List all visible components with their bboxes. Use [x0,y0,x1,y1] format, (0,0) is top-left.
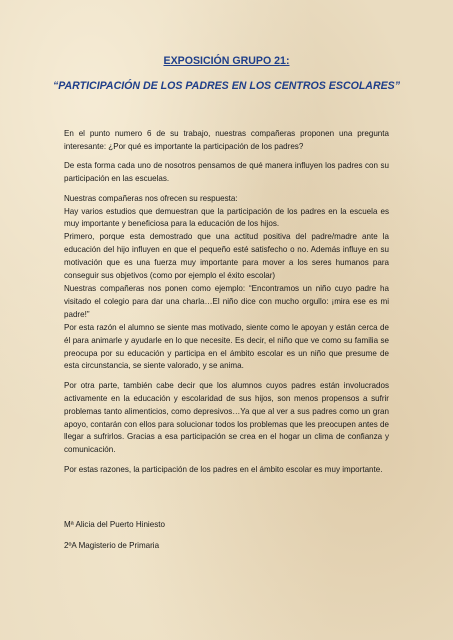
document-body [64,128,389,483]
paragraph-answer-intro: Nuestras compañeras nos ofrecen su respuesta: [64,193,238,203]
author-course: 2ºA Magisterio de Primaria [64,541,160,550]
paragraph-other-side: Por otra parte, también cabe decir que los alumnos cuyos padres están involucrados activamente en la educación y escolaridad de sus hijos, son menos propensos a sufrir problemas tanto alimenticios, como depresivos…Ya que al ver a sus padres como un gran apoyo, contarán con ellos para solucionar todos los problemas que les preocupen antes de llegar a sufrirlos. Gracias a esa participación se crea en el hogar un clima de confianza y comunicación. [64,380,389,455]
paragraph-studies: Hay varios estudios que demuestran que la participación de los padres en la escuela es muy importante y beneficiosa para la educación de los hijos. [64,206,389,229]
paragraph-intro: En el punto numero 6 de su trabajo, nuestras compañeras proponen una pregunta interesante: ¿Por qué es importante la participación de los padres? [64,129,389,151]
paragraph-motivation: Por esta razón el alumno se siente mas motivado, siente como le apoyan y están cerca de él para animarle y ayudarle en lo que necesite. Es decir, el niño que ve como su familia se preocupa por su educación y participa en el ámbito escolar es un niño que presume de esta circunstancia, se siente valorado, y se anima. [64,322,389,371]
document-subtitle: “PARTICIPACIÓN DE LOS PADRES EN LOS CENTROS ESCOLARES” [52,80,401,92]
paragraph-conclusion: Por estas razones, la participación de los padres en el ámbito escolar es muy importante. [64,464,383,474]
paragraph-reflection: De esta forma cada uno de nosotros pensamos de qué manera influyen los padres con su participación en las escuelas. [64,161,389,184]
author-name: Mª Alicia del Puerto Hiniesto [64,520,165,529]
paragraph-example: Nuestras compañeras nos ponen como ejemplo: “Encontramos un niño cuyo padre ha visitado el colegio para dar una charla…El niño dice con mucho orgullo: ¡mira ese es mi padre!” [64,283,389,319]
paragraph-first-reason: Primero, porque esta demostrado que una actitud positiva del padre/madre ante la educación del hijo influyen en que el pequeño esté satisfecho o no. Además influye en su motivación que es una fuerza muy importante para mover a los seres humanos para conseguir sus objetivos (como por ejemplo el éxito escolar) [64,232,389,281]
document-title: EXPOSICIÓN GRUPO 21: [163,55,290,67]
